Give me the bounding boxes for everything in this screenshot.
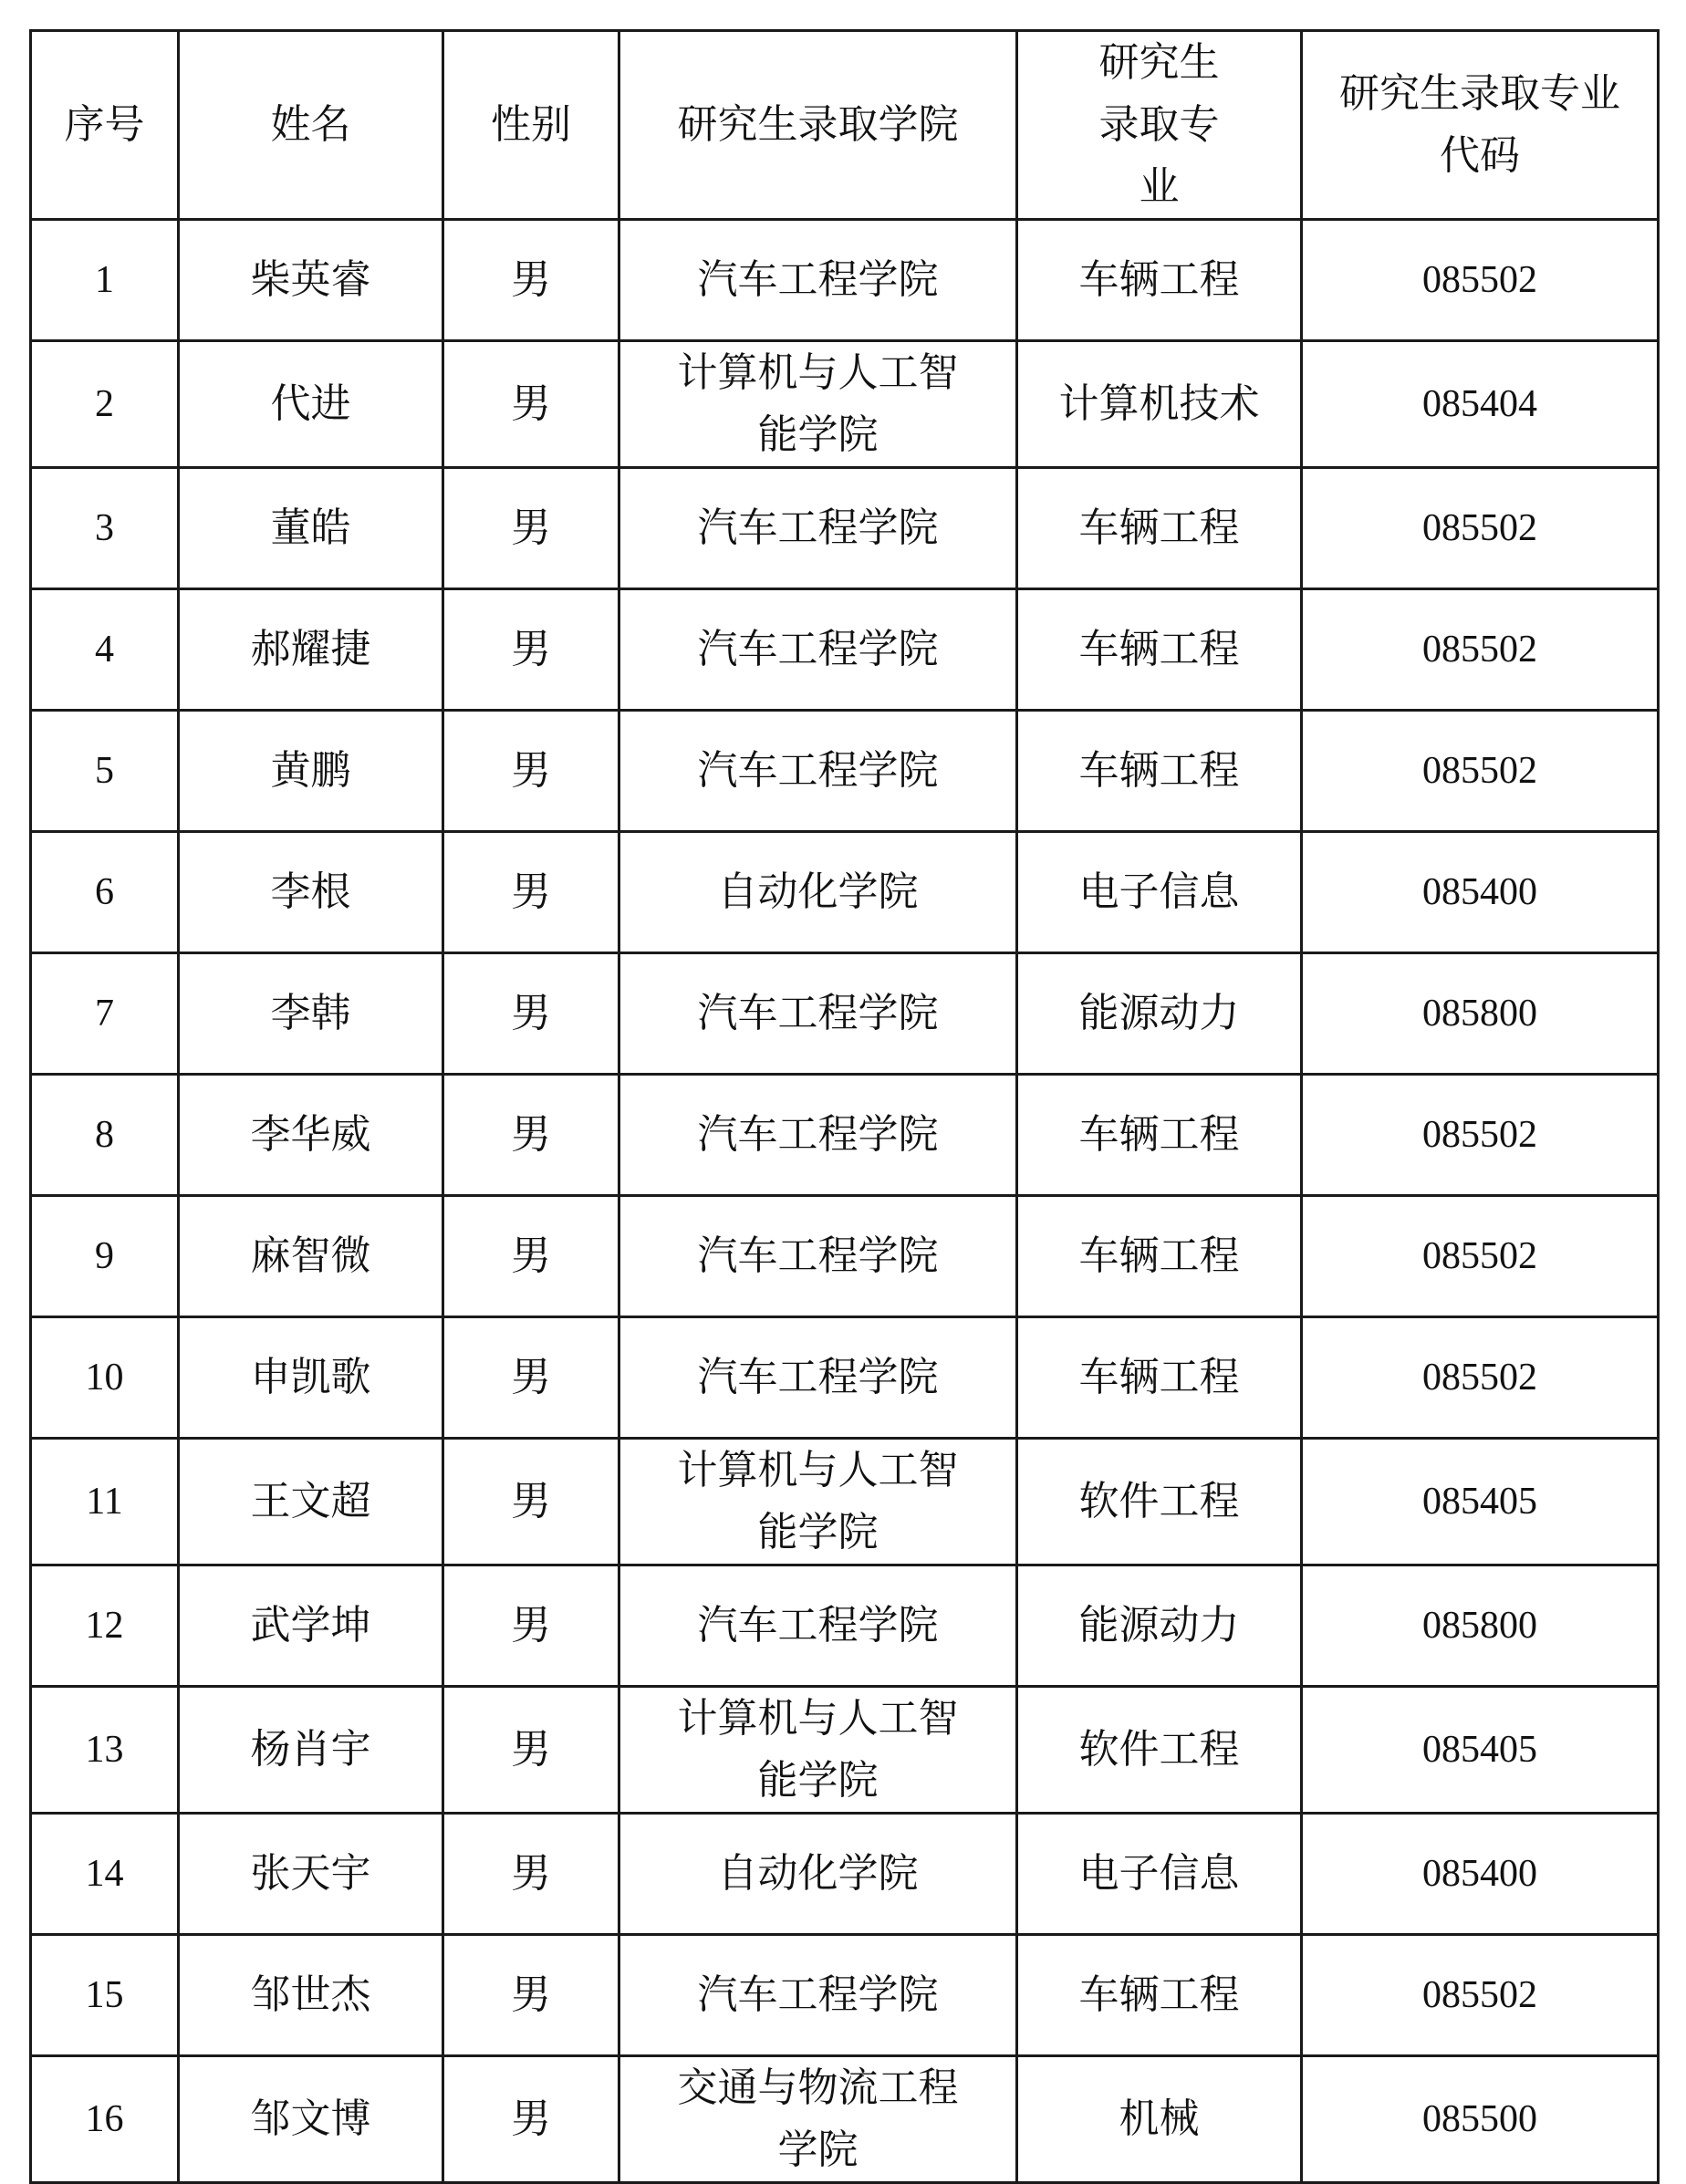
cell-index-text: 6 — [95, 871, 114, 913]
cell-index-text: 14 — [85, 1853, 124, 1895]
cell-name — [179, 953, 443, 1075]
cell-index-text: 9 — [95, 1235, 114, 1277]
cell-major-code — [1302, 1814, 1659, 1935]
cell-gender-text: 男 — [511, 868, 551, 915]
cell-major — [1017, 711, 1302, 832]
header-gender: 性别 — [443, 31, 619, 220]
cell-gender — [443, 1814, 619, 1935]
cell-major — [1017, 589, 1302, 711]
cell-index — [31, 1075, 179, 1196]
cell-major-code — [1302, 220, 1659, 341]
cell-index — [31, 468, 179, 589]
cell-college — [619, 341, 1017, 468]
cell-gender-text: 男 — [511, 626, 551, 672]
cell-major-code-text: 085502 — [1422, 750, 1537, 792]
cell-index — [31, 1814, 179, 1935]
cell-major-code-text: 085502 — [1422, 1235, 1537, 1277]
cell-major-text: 车辆工程 — [1078, 626, 1240, 672]
cell-major-text: 车辆工程 — [1078, 256, 1240, 303]
cell-index-text: 10 — [85, 1357, 124, 1399]
cell-gender-text: 男 — [511, 380, 551, 427]
cell-index-text: 5 — [95, 750, 114, 792]
cell-major-code — [1302, 832, 1659, 953]
cell-major-code-text: 085404 — [1422, 383, 1537, 425]
cell-major-code-text: 085502 — [1422, 507, 1537, 549]
cell-name-text: 郝耀捷 — [250, 626, 371, 672]
cell-college-text: 汽车工程学院 — [697, 1232, 939, 1279]
cell-college-text: 汽车工程学院 — [697, 1354, 939, 1400]
cell-major-text: 机械 — [1119, 2096, 1200, 2142]
cell-major-code-text: 085800 — [1422, 1605, 1537, 1647]
cell-major — [1017, 1439, 1302, 1565]
cell-index-text: 8 — [95, 1114, 114, 1156]
cell-major-code — [1302, 1196, 1659, 1317]
cell-major-text: 电子信息 — [1078, 868, 1240, 915]
cell-major — [1017, 1687, 1302, 1814]
cell-gender — [443, 220, 619, 341]
cell-gender — [443, 468, 619, 589]
cell-college-text: 汽车工程学院 — [697, 747, 939, 794]
cell-major-text: 车辆工程 — [1078, 1111, 1240, 1158]
cell-college-text: 自动化学院 — [717, 868, 919, 915]
cell-major — [1017, 953, 1302, 1075]
cell-college — [619, 1317, 1017, 1439]
cell-gender-text: 男 — [511, 1232, 551, 1279]
cell-gender-text: 男 — [511, 1726, 551, 1773]
cell-name — [179, 468, 443, 589]
cell-gender-text: 男 — [511, 504, 551, 551]
cell-gender — [443, 1687, 619, 1814]
cell-index-text: 2 — [95, 383, 114, 425]
header-name: 姓名 — [179, 31, 443, 220]
cell-college — [619, 832, 1017, 953]
table-row — [31, 341, 1659, 468]
cell-college — [619, 953, 1017, 1075]
cell-name — [179, 1935, 443, 2056]
cell-index-text: 15 — [85, 1974, 124, 2016]
cell-major-code — [1302, 1565, 1659, 1687]
cell-name — [179, 2056, 443, 2183]
cell-gender — [443, 1565, 619, 1687]
cell-major-code-text: 085400 — [1422, 1853, 1537, 1895]
cell-major-code — [1302, 711, 1659, 832]
cell-gender — [443, 341, 619, 468]
cell-index — [31, 953, 179, 1075]
cell-major-code — [1302, 1439, 1659, 1565]
cell-name — [179, 711, 443, 832]
cell-major — [1017, 1935, 1302, 2056]
table-row — [31, 589, 1659, 711]
cell-major-text: 软件工程 — [1078, 1726, 1240, 1773]
cell-name — [179, 341, 443, 468]
cell-major-code-text: 085405 — [1422, 1729, 1537, 1771]
cell-major-text: 计算机技术 — [1058, 380, 1260, 427]
cell-index — [31, 711, 179, 832]
cell-major-code-text: 085400 — [1422, 871, 1537, 913]
cell-major-code — [1302, 589, 1659, 711]
cell-gender — [443, 832, 619, 953]
cell-index — [31, 589, 179, 711]
cell-major — [1017, 1814, 1302, 1935]
cell-name — [179, 589, 443, 711]
cell-college-text: 汽车工程学院 — [697, 504, 939, 551]
cell-college — [619, 1075, 1017, 1196]
cell-index — [31, 220, 179, 341]
cell-major-text: 车辆工程 — [1078, 747, 1240, 794]
cell-major-code — [1302, 1935, 1659, 2056]
cell-major — [1017, 468, 1302, 589]
cell-name — [179, 1439, 443, 1565]
header-index: 序号 — [31, 31, 179, 220]
cell-gender — [443, 1196, 619, 1317]
cell-gender-text: 男 — [511, 990, 551, 1036]
cell-name — [179, 220, 443, 341]
cell-major-code — [1302, 2056, 1659, 2183]
cell-name — [179, 1687, 443, 1814]
cell-major-code — [1302, 341, 1659, 468]
cell-gender — [443, 589, 619, 711]
admission-list-sheet — [29, 29, 1657, 2184]
cell-major-code — [1302, 1075, 1659, 1196]
cell-major-code-text: 085502 — [1422, 1357, 1537, 1399]
cell-gender-text: 男 — [511, 1111, 551, 1158]
header-major-code — [1302, 31, 1659, 220]
cell-name — [179, 1565, 443, 1687]
cell-gender-text: 男 — [511, 1850, 551, 1897]
cell-major-code — [1302, 953, 1659, 1075]
cell-index — [31, 1687, 179, 1814]
cell-major — [1017, 1317, 1302, 1439]
cell-index — [31, 1565, 179, 1687]
cell-college-text: 计算机与人工智能学院 — [677, 1447, 959, 1555]
cell-major-code-text: 085500 — [1422, 2098, 1537, 2140]
cell-index — [31, 1935, 179, 2056]
cell-college-text: 汽车工程学院 — [697, 1971, 939, 2018]
cell-gender-text: 男 — [511, 256, 551, 303]
cell-name — [179, 1196, 443, 1317]
table-row — [31, 953, 1659, 1075]
cell-major-code-text: 085502 — [1422, 629, 1537, 671]
cell-college — [619, 2056, 1017, 2183]
cell-name-text: 黄鹏 — [270, 747, 351, 794]
cell-college — [619, 1565, 1017, 1687]
cell-major-text: 软件工程 — [1078, 1478, 1240, 1524]
cell-gender — [443, 711, 619, 832]
cell-index-text: 13 — [85, 1729, 124, 1771]
cell-name — [179, 1317, 443, 1439]
cell-major — [1017, 1075, 1302, 1196]
cell-major — [1017, 2056, 1302, 2183]
cell-gender — [443, 1935, 619, 2056]
cell-major — [1017, 341, 1302, 468]
table-row — [31, 1317, 1659, 1439]
table-row — [31, 220, 1659, 341]
table-row — [31, 468, 1659, 589]
cell-major-text: 能源动力 — [1078, 990, 1240, 1036]
cell-index-text: 1 — [95, 259, 114, 301]
cell-college-text: 计算机与人工智能学院 — [677, 1695, 959, 1804]
table-body — [31, 220, 1659, 2183]
header-major-label: 研究生录取专业 — [1098, 39, 1220, 210]
cell-gender-text: 男 — [511, 1478, 551, 1524]
table-row — [31, 2056, 1659, 2183]
cell-major-text: 能源动力 — [1078, 1602, 1240, 1648]
cell-index — [31, 832, 179, 953]
table-row — [31, 1687, 1659, 1814]
cell-major — [1017, 832, 1302, 953]
cell-index — [31, 2056, 179, 2183]
cell-major-code-text: 085405 — [1422, 1481, 1537, 1523]
cell-college — [619, 1814, 1017, 1935]
header-major-code-label: 研究生录取专业代码 — [1339, 70, 1620, 179]
cell-college-text: 汽车工程学院 — [697, 1111, 939, 1158]
cell-name-text: 柴英睿 — [250, 256, 371, 303]
cell-gender — [443, 953, 619, 1075]
cell-name-text: 张天宇 — [250, 1850, 371, 1897]
cell-index-text: 12 — [85, 1605, 124, 1647]
header-major — [1017, 31, 1302, 220]
cell-index-text: 11 — [86, 1481, 123, 1523]
cell-gender-text: 男 — [511, 1971, 551, 2018]
cell-gender — [443, 2056, 619, 2183]
table-header-row — [31, 31, 1659, 220]
cell-college — [619, 468, 1017, 589]
admission-table — [29, 29, 1660, 2184]
table-row — [31, 1935, 1659, 2056]
table-row — [31, 1075, 1659, 1196]
header-college: 研究生录取学院 — [619, 31, 1017, 220]
cell-name-text: 麻智微 — [250, 1232, 371, 1279]
cell-major-code — [1302, 468, 1659, 589]
cell-college-text: 汽车工程学院 — [697, 990, 939, 1036]
cell-index-text: 4 — [95, 629, 114, 671]
cell-major — [1017, 1196, 1302, 1317]
table-row — [31, 832, 1659, 953]
cell-index — [31, 1196, 179, 1317]
cell-name-text: 邹世杰 — [250, 1971, 371, 2018]
cell-name-text: 代进 — [270, 380, 351, 427]
cell-major-code-text: 085502 — [1422, 1114, 1537, 1156]
cell-name-text: 李根 — [270, 868, 351, 915]
table-row — [31, 1565, 1659, 1687]
cell-name-text: 申凯歌 — [250, 1354, 371, 1400]
cell-major-text: 车辆工程 — [1078, 504, 1240, 551]
cell-name-text: 王文超 — [250, 1478, 371, 1524]
cell-college — [619, 1439, 1017, 1565]
cell-index-text: 3 — [95, 507, 114, 549]
cell-name-text: 李华威 — [250, 1111, 371, 1158]
cell-college — [619, 220, 1017, 341]
cell-college-text: 计算机与人工智能学院 — [677, 349, 959, 458]
cell-major — [1017, 1565, 1302, 1687]
cell-major-code-text: 085502 — [1422, 1974, 1537, 2016]
cell-major-code — [1302, 1317, 1659, 1439]
cell-name — [179, 1075, 443, 1196]
cell-name-text: 杨肖宇 — [250, 1726, 371, 1773]
cell-major — [1017, 220, 1302, 341]
cell-index — [31, 1317, 179, 1439]
table-row — [31, 711, 1659, 832]
cell-name-text: 董皓 — [270, 504, 351, 551]
cell-name — [179, 832, 443, 953]
cell-index-text: 16 — [85, 2098, 124, 2140]
cell-name-text: 武学坤 — [250, 1602, 371, 1648]
cell-college-text: 交通与物流工程学院 — [677, 2064, 959, 2173]
cell-college-text: 汽车工程学院 — [697, 256, 939, 303]
table-row — [31, 1196, 1659, 1317]
cell-name — [179, 1814, 443, 1935]
table-row — [31, 1439, 1659, 1565]
cell-index — [31, 341, 179, 468]
cell-college — [619, 1196, 1017, 1317]
cell-gender-text: 男 — [511, 2096, 551, 2142]
cell-index — [31, 1439, 179, 1565]
cell-major-text: 车辆工程 — [1078, 1232, 1240, 1279]
cell-college-text: 汽车工程学院 — [697, 1602, 939, 1648]
cell-index-text: 7 — [95, 993, 114, 1035]
cell-gender-text: 男 — [511, 747, 551, 794]
cell-name-text: 李韩 — [270, 990, 351, 1036]
cell-gender — [443, 1439, 619, 1565]
cell-college — [619, 589, 1017, 711]
cell-gender-text: 男 — [511, 1602, 551, 1648]
cell-major-code-text: 085502 — [1422, 259, 1537, 301]
cell-major-text: 车辆工程 — [1078, 1971, 1240, 2018]
cell-major-text: 电子信息 — [1078, 1850, 1240, 1897]
cell-major-text: 车辆工程 — [1078, 1354, 1240, 1400]
cell-gender-text: 男 — [511, 1354, 551, 1400]
cell-gender — [443, 1317, 619, 1439]
cell-name-text: 邹文博 — [250, 2096, 371, 2142]
cell-gender — [443, 1075, 619, 1196]
cell-college-text: 汽车工程学院 — [697, 626, 939, 672]
table-row — [31, 1814, 1659, 1935]
cell-major-code-text: 085800 — [1422, 993, 1537, 1035]
cell-college — [619, 711, 1017, 832]
cell-college — [619, 1687, 1017, 1814]
cell-college-text: 自动化学院 — [717, 1850, 919, 1897]
cell-college — [619, 1935, 1017, 2056]
cell-major-code — [1302, 1687, 1659, 1814]
